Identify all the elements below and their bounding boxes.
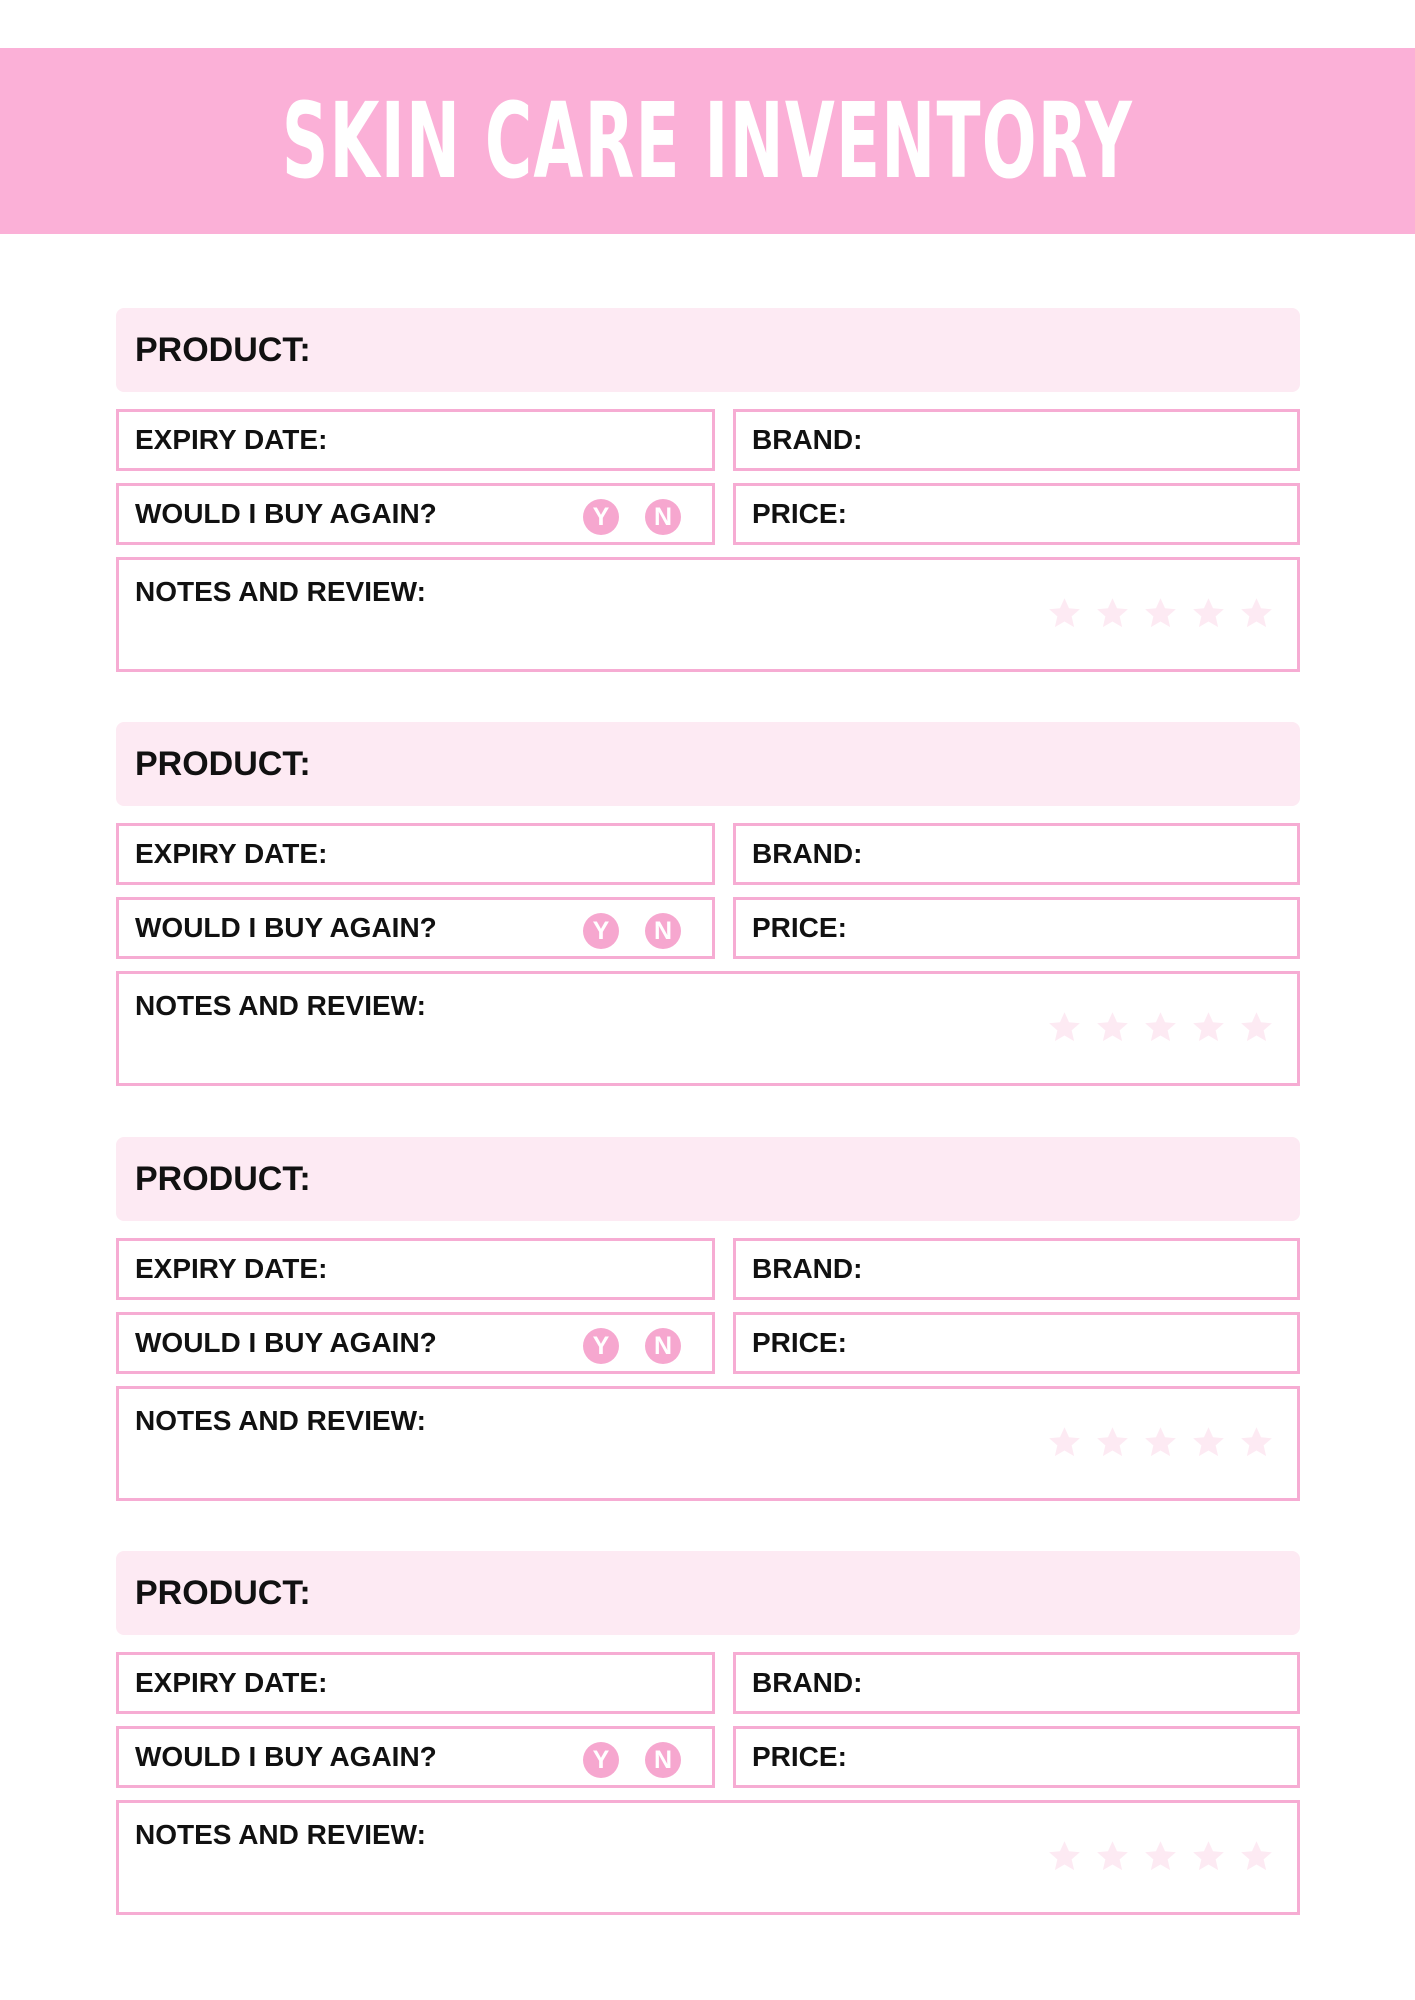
star-rating xyxy=(1047,596,1274,631)
price-field[interactable] xyxy=(733,897,1300,959)
notes-label: NOTES AND REVIEW: xyxy=(135,1405,426,1436)
brand-field[interactable] xyxy=(733,1238,1300,1300)
product-label: PRODUCT: xyxy=(135,1573,311,1612)
star-icon[interactable] xyxy=(1239,596,1274,631)
product-field[interactable] xyxy=(116,722,1300,806)
star-rating xyxy=(1047,1010,1274,1045)
product-field[interactable] xyxy=(116,1137,1300,1221)
star-icon[interactable] xyxy=(1095,1425,1130,1460)
star-rating xyxy=(1047,1839,1274,1874)
price-field[interactable] xyxy=(733,1726,1300,1788)
no-option[interactable]: N xyxy=(645,1742,681,1778)
star-icon[interactable] xyxy=(1047,1839,1082,1874)
price-field[interactable] xyxy=(733,1312,1300,1374)
star-icon[interactable] xyxy=(1095,1839,1130,1874)
star-icon[interactable] xyxy=(1191,596,1226,631)
star-icon[interactable] xyxy=(1191,1839,1226,1874)
product-field[interactable] xyxy=(116,308,1300,392)
product-field[interactable] xyxy=(116,1551,1300,1635)
product-entry-3 xyxy=(116,1137,1300,1501)
notes-field[interactable] xyxy=(116,971,1300,1086)
no-option[interactable]: N xyxy=(645,499,681,535)
buy-again-field xyxy=(116,1726,715,1788)
star-icon[interactable] xyxy=(1239,1425,1274,1460)
brand-field[interactable] xyxy=(733,823,1300,885)
price-label: PRICE: xyxy=(752,1327,847,1358)
expiry-date-field[interactable] xyxy=(116,1238,715,1300)
price-label: PRICE: xyxy=(752,912,847,943)
yes-option[interactable]: Y xyxy=(583,1328,619,1364)
star-icon[interactable] xyxy=(1143,1425,1178,1460)
brand-label: BRAND: xyxy=(752,838,863,869)
yes-option[interactable]: Y xyxy=(583,499,619,535)
page-title: SKIN CARE INVENTORY xyxy=(281,80,1134,202)
star-icon[interactable] xyxy=(1047,1010,1082,1045)
expiry-date-label: EXPIRY DATE: xyxy=(135,838,328,869)
brand-label: BRAND: xyxy=(752,424,863,455)
buy-again-field xyxy=(116,897,715,959)
buy-again-label: WOULD I BUY AGAIN? xyxy=(135,1327,437,1358)
no-option[interactable]: N xyxy=(645,1328,681,1364)
product-entry-1 xyxy=(116,308,1300,672)
star-icon[interactable] xyxy=(1143,596,1178,631)
notes-field[interactable] xyxy=(116,1386,1300,1501)
buy-again-label: WOULD I BUY AGAIN? xyxy=(135,1741,437,1772)
notes-field[interactable] xyxy=(116,557,1300,672)
buy-again-label: WOULD I BUY AGAIN? xyxy=(135,498,437,529)
expiry-date-field[interactable] xyxy=(116,409,715,471)
star-icon[interactable] xyxy=(1095,1010,1130,1045)
price-field[interactable] xyxy=(733,483,1300,545)
expiry-date-field[interactable] xyxy=(116,1652,715,1714)
star-icon[interactable] xyxy=(1143,1839,1178,1874)
yes-option[interactable]: Y xyxy=(583,1742,619,1778)
yes-option[interactable]: Y xyxy=(583,913,619,949)
star-icon[interactable] xyxy=(1239,1010,1274,1045)
notes-label: NOTES AND REVIEW: xyxy=(135,1819,426,1850)
brand-label: BRAND: xyxy=(752,1667,863,1698)
expiry-date-label: EXPIRY DATE: xyxy=(135,1253,328,1284)
star-icon[interactable] xyxy=(1191,1425,1226,1460)
expiry-date-field[interactable] xyxy=(116,823,715,885)
price-label: PRICE: xyxy=(752,498,847,529)
brand-field[interactable] xyxy=(733,1652,1300,1714)
notes-field[interactable] xyxy=(116,1800,1300,1915)
brand-label: BRAND: xyxy=(752,1253,863,1284)
expiry-date-label: EXPIRY DATE: xyxy=(135,1667,328,1698)
star-icon[interactable] xyxy=(1239,1839,1274,1874)
star-icon[interactable] xyxy=(1095,596,1130,631)
no-option[interactable]: N xyxy=(645,913,681,949)
buy-again-field xyxy=(116,1312,715,1374)
expiry-date-label: EXPIRY DATE: xyxy=(135,424,328,455)
star-icon[interactable] xyxy=(1047,1425,1082,1460)
price-label: PRICE: xyxy=(752,1741,847,1772)
notes-label: NOTES AND REVIEW: xyxy=(135,990,426,1021)
product-label: PRODUCT: xyxy=(135,1159,311,1198)
buy-again-field xyxy=(116,483,715,545)
star-icon[interactable] xyxy=(1143,1010,1178,1045)
star-icon[interactable] xyxy=(1191,1010,1226,1045)
brand-field[interactable] xyxy=(733,409,1300,471)
product-label: PRODUCT: xyxy=(135,744,311,783)
star-icon[interactable] xyxy=(1047,596,1082,631)
product-entry-4 xyxy=(116,1551,1300,1915)
notes-label: NOTES AND REVIEW: xyxy=(135,576,426,607)
buy-again-label: WOULD I BUY AGAIN? xyxy=(135,912,437,943)
product-entry-2 xyxy=(116,722,1300,1086)
star-rating xyxy=(1047,1425,1274,1460)
product-label: PRODUCT: xyxy=(135,330,311,369)
header-banner xyxy=(0,48,1415,234)
